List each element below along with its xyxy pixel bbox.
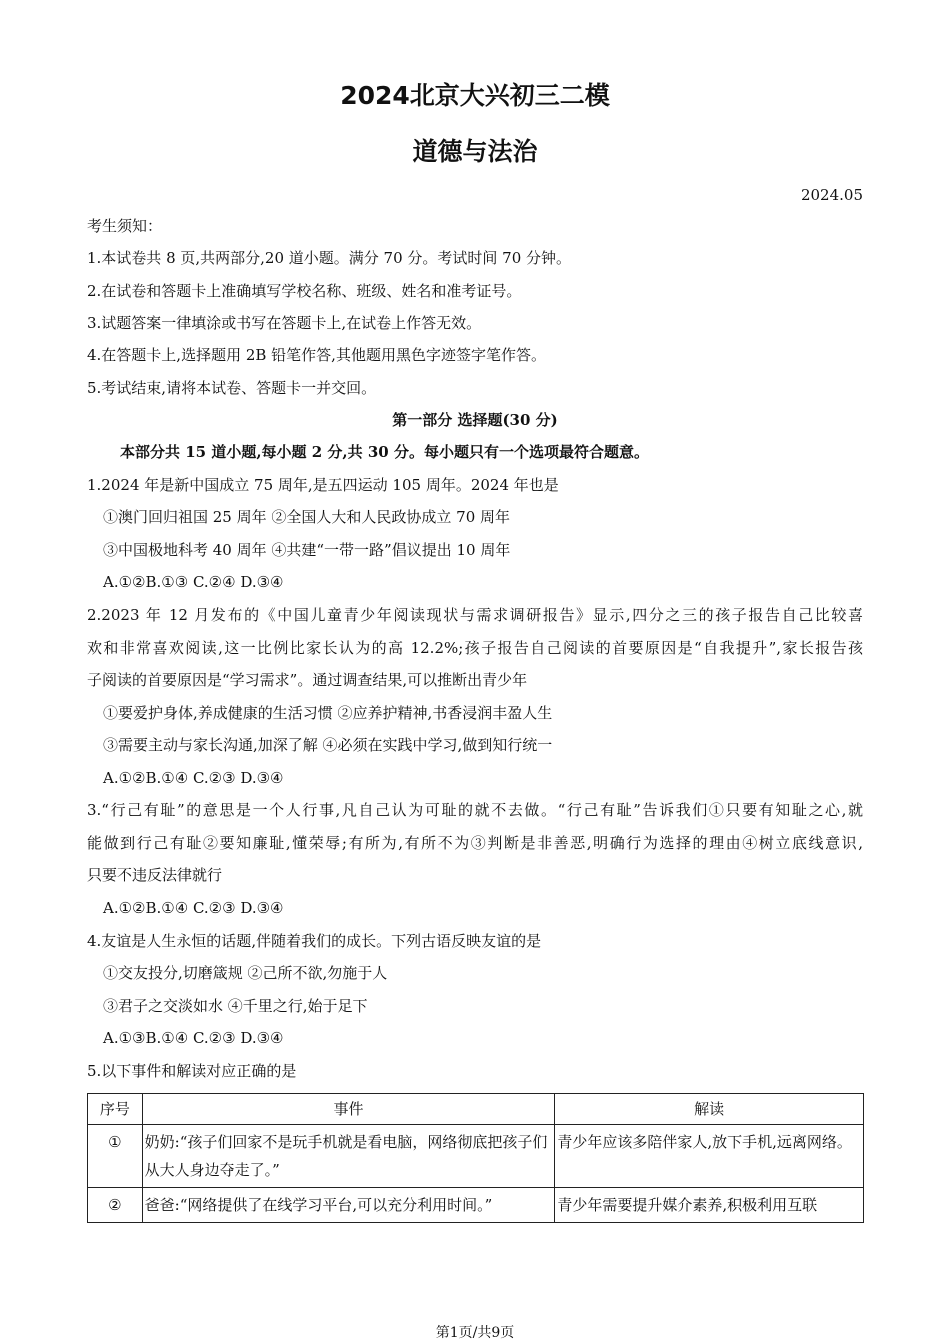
part1-heading: 第一部分 选择题(30 分) [392,411,558,429]
exam-title: 2024北京大兴初三二模 [340,81,610,110]
column-header-event: 事件 [142,1094,555,1125]
page-footer: 第1页/共9页 [435,1325,515,1341]
column-header-number: 序号 [88,1094,143,1125]
question-options: ①澳门回归祖国 25 周年 ②全国人大和人民政协成立 70 周年 [103,508,511,526]
row-number: ① [88,1125,143,1188]
answer-choices: A.①②B.①③ C.②④ D.③④ [103,573,284,591]
column-header-reading: 解读 [555,1094,864,1125]
question-options: ①要爱护身体,养成健康的生活习惯 ②应养护精神,书香浸润丰盈人生 [103,704,553,722]
notice-item: 3.试题答案一律填涂或书写在答题卡上,在试卷上作答无效。 [87,314,482,332]
exam-date: 2024.05 [800,186,863,204]
subject-title: 道德与法治 [412,137,538,166]
table-row [88,1188,864,1223]
notice-item: 2.在试卷和答题卡上准确填写学校名称、班级、姓名和准考证号。 [87,282,522,300]
question-stem: 子阅读的首要原因是“学习需求”。通过调查结果,可以推断出青少年 [87,671,528,689]
question-options: ③中国极地科考 40 周年 ④共建“一带一路”倡议提出 10 周年 [103,541,511,559]
answer-choices: A.①③B.①④ C.②③ D.③④ [103,1029,284,1047]
row-event: 爸爸:“网络提供了在线学习平台,可以充分利用时间。” [142,1188,555,1223]
question-options: ③需要主动与家长沟通,加深了解 ④必须在实践中学习,做到知行统一 [103,736,553,754]
notice-item: 4.在答题卡上,选择题用 2B 铅笔作答,其他题用黑色字迹签字笔作答。 [87,346,546,364]
row-number: ② [88,1188,143,1223]
table-row [88,1125,864,1188]
part1-instruction: 本部分共 15 道小题,每小题 2 分,共 30 分。每小题只有一个选项最符合题意。 [120,443,649,461]
question-options: ③君子之交淡如水 ④千里之行,始于足下 [103,997,368,1015]
question-stem: 只要不违反法律就行 [87,866,223,884]
answer-choices: A.①②B.①④ C.②③ D.③④ [103,769,284,787]
question-stem: 欢和非常喜欢阅读,这一比例比家长认为的高 12.2%;孩子报告自己阅读的首要原因是“自我提升”,家长报告孩 [87,639,863,657]
question-5-table [87,1093,864,1223]
question-stem: 4.友谊是人生永恒的话题,伴随着我们的成长。下列古语反映友谊的是 [87,932,542,950]
question-stem: 1.2024 年是新中国成立 75 周年,是五四运动 105 周年。2024 年也是 [87,476,559,494]
row-event: 奶奶:“孩子们回家不是玩手机就是看电脑，网络彻底把孩子们从大人身边夺走了。” [142,1125,555,1188]
question-options: ①交友投分,切磨箴规 ②己所不欲,勿施于人 [103,964,388,982]
question-stem: 5.以下事件和解读对应正确的是 [87,1062,297,1080]
notice-item: 1.本试卷共 8 页,共两部分,20 道小题。满分 70 分。考试时间 70 分钟。 [87,249,572,267]
answer-choices: A.①②B.①④ C.②③ D.③④ [103,899,284,917]
table-header-row [88,1094,864,1125]
notice-item: 5.考试结束,请将本试卷、答题卡一并交回。 [87,379,377,397]
question-stem: 2.2023 年 12 月发布的《中国儿童青少年阅读现状与需求调研报告》显示,四分之三的孩子报告自己比较喜 [87,606,863,624]
row-reading: 青少年应该多陪伴家人,放下手机,远离网络。 [555,1125,864,1188]
notice-heading: 考生须知： [87,217,163,235]
question-stem: 能做到行己有耻②要知廉耻,懂荣辱;有所为,有所不为③判断是非善恶,明确行为选择的理由④树立底线意识, [87,834,863,852]
question-stem: 3.“行己有耻”的意思是一个人行事,凡自己认为可耻的就不去做。“行己有耻”告诉我们①只要有知耻之心,就 [87,801,863,819]
row-reading: 青少年需要提升媒介素养,积极利用互联 [555,1188,864,1223]
